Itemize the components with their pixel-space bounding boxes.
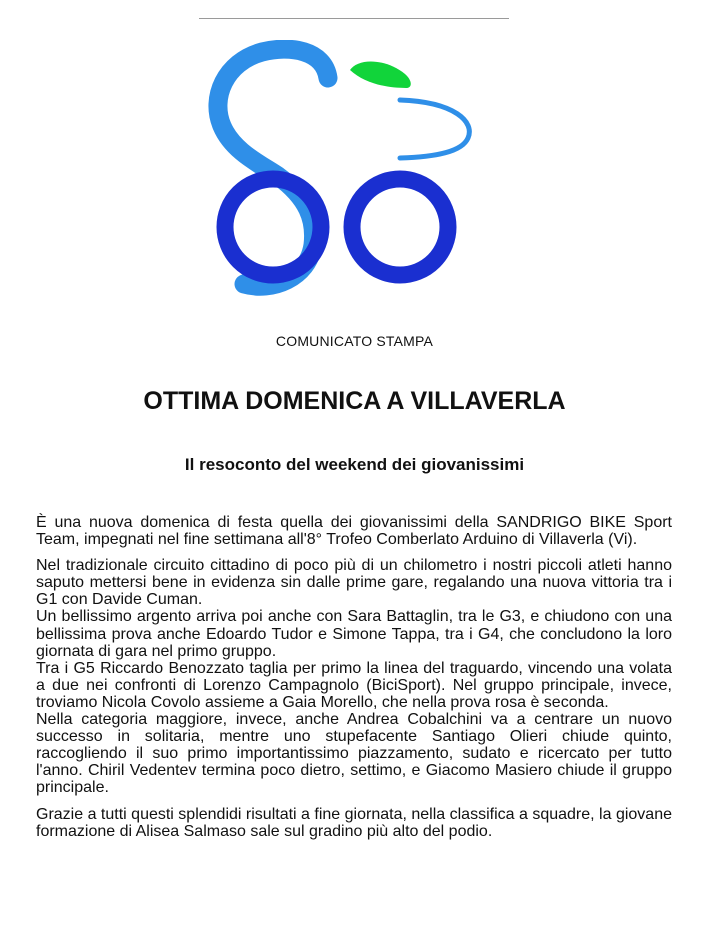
paragraph: Grazie a tutti questi splendidi risultati a fine giornata, nella classifica a squadre, la giovane formazione di Alisea Salmaso sale sul gradino più alto del podio. bbox=[36, 805, 672, 840]
top-divider bbox=[199, 18, 509, 19]
page-subtitle: Il resoconto del weekend dei giovanissimi bbox=[184, 455, 525, 474]
paragraph: Un bellissimo argento arriva poi anche con Sara Battaglin, tra le G3, e chiudono con una bellissima prova anche Edoardo Tudor e Simone Tappa, tra i G4, che concludono la loro giornata di gara nel primo gruppo. bbox=[36, 608, 672, 660]
paragraph: Tra i G5 Riccardo Benozzato taglia per primo la linea del traguardo, vincendo una volata a due nei confronti di Lorenzo Campagnolo (BiciSport). Nel gruppo principale, invece, troviamo Nicola Covolo assieme a Gaia Morello, che nella prova rosa è seconda. bbox=[36, 659, 672, 711]
cyclist-logo-icon bbox=[200, 40, 500, 300]
article-body bbox=[36, 514, 672, 840]
logo-swoosh bbox=[400, 100, 469, 158]
paragraph: Nel tradizionale circuito cittadino di poco più di un chilometro i nostri piccoli atleti hanno saputo mettersi bene in evidenza sin dalle prime gare, regalando una nuova vittoria tra i G1 con Davide Cuman. bbox=[36, 557, 672, 609]
logo-right-wheel bbox=[352, 179, 448, 275]
paragraph: Nella categoria maggiore, invece, anche Andrea Cobalchini va a centrare un nuovo successo in solitaria, mentre uno stupefacente Santiago Olieri chiude quinto, raccogliendo il suo primo importantissimo piazzamento, sudato e ricercato per tutto l'anno. Chiril Vedentev termina poco dietro, settimo, e Giacomo Masiero chiude il gruppo principale. bbox=[36, 711, 672, 797]
press-release-label: COMUNICATO STAMPA bbox=[275, 333, 434, 349]
page-title: OTTIMA DOMENICA A VILLAVERLA bbox=[143, 387, 566, 415]
logo-head-shape bbox=[350, 61, 411, 88]
paragraph: È una nuova domenica di festa quella dei giovanissimi della SANDRIGO BIKE Sport Team, impegnati nel fine settimana all'8° Trofeo Comberlato Arduino di Villaverla (Vi). bbox=[36, 514, 672, 549]
